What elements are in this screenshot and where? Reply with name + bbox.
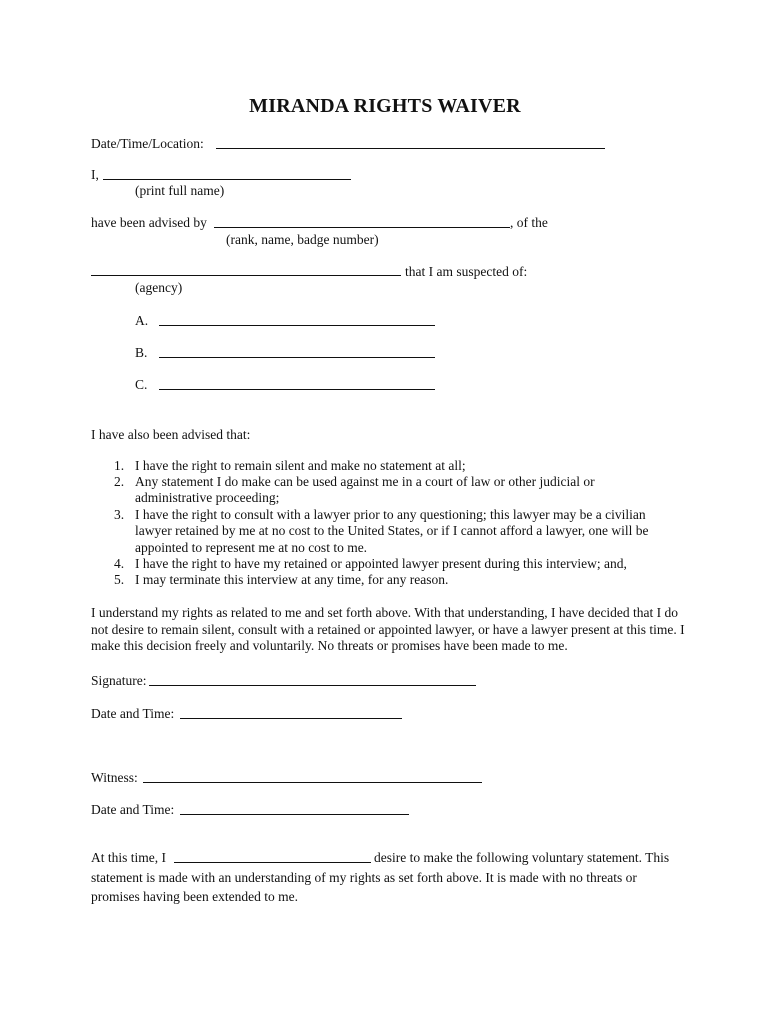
right-1-text: I have the right to remain silent and make no statement at all;: [135, 458, 466, 473]
suspected-item-c-field[interactable]: [159, 389, 435, 390]
print-full-name-caption: (print full name): [135, 183, 225, 198]
also-advised-heading: I have also been advised that:: [91, 427, 251, 442]
suspected-item-b-field[interactable]: [159, 357, 435, 358]
i-label: I,: [91, 167, 99, 182]
suspected-item-c-label: C.: [135, 377, 148, 392]
statement-prefix: At this time, I: [91, 850, 166, 865]
suspected-of-label: that I am suspected of:: [405, 264, 528, 279]
right-3-text: I have the right to consult with a lawyer prior to any questioning; this lawyer may be a civilian lawyer retained by me at no cost to the United States, or if I cannot afford a lawyer, one will be appointed to represent me at no cost to me.: [135, 507, 649, 555]
date-time-location-field[interactable]: [216, 148, 605, 149]
right-1-number: 1.: [114, 458, 125, 473]
right-5-number: 5.: [114, 572, 125, 587]
right-3-number: 3.: [114, 507, 125, 522]
right-4-number: 4.: [114, 556, 125, 571]
statement-name-field[interactable]: [174, 862, 371, 863]
witness-field[interactable]: [143, 782, 482, 783]
advised-by-field[interactable]: [214, 227, 510, 228]
signature-field[interactable]: [149, 685, 476, 686]
date-time-label-2: Date and Time:: [91, 802, 175, 817]
witness-label: Witness:: [91, 770, 138, 785]
understanding-paragraph: I understand my rights as related to me and set forth above. With that understanding, I have decided that I do not desire to remain silent, consult with a retained or appointed lawyer, or have a lawyer present at this time. I make this decision freely and voluntarily. No threats or promises have been made to me.: [91, 605, 685, 653]
statement-suffix: desire to make the following voluntary statement. This: [374, 850, 670, 865]
full-name-field[interactable]: [103, 179, 351, 180]
advised-by-label: have been advised by: [91, 215, 207, 230]
date-time-field-1[interactable]: [180, 718, 402, 719]
document-title: MIRANDA RIGHTS WAIVER: [249, 95, 521, 117]
suspected-item-b-label: B.: [135, 345, 148, 360]
suspected-item-a-label: A.: [135, 313, 149, 328]
of-the-label: , of the: [510, 215, 548, 230]
right-5-text: I may terminate this interview at any time, for any reason.: [135, 572, 449, 587]
right-2-text: Any statement I do make can be used against me in a court of law or other judicial or administrative proceeding;: [135, 474, 595, 506]
suspected-item-a-field[interactable]: [159, 325, 435, 326]
rank-name-badge-caption: (rank, name, badge number): [226, 232, 379, 247]
signature-label: Signature:: [91, 673, 147, 688]
statement-rest: statement is made with an understanding of my rights as set forth above. It is made with no threats or promises having been extended to me.: [91, 870, 637, 904]
agency-caption: (agency): [135, 280, 183, 295]
date-time-label-1: Date and Time:: [91, 706, 175, 721]
date-time-field-2[interactable]: [180, 814, 409, 815]
date-time-location-label: Date/Time/Location:: [91, 136, 204, 151]
right-2-number: 2.: [114, 474, 125, 489]
right-4-text: I have the right to have my retained or appointed lawyer present during this interview; and,: [135, 556, 627, 571]
agency-field[interactable]: [91, 275, 401, 276]
